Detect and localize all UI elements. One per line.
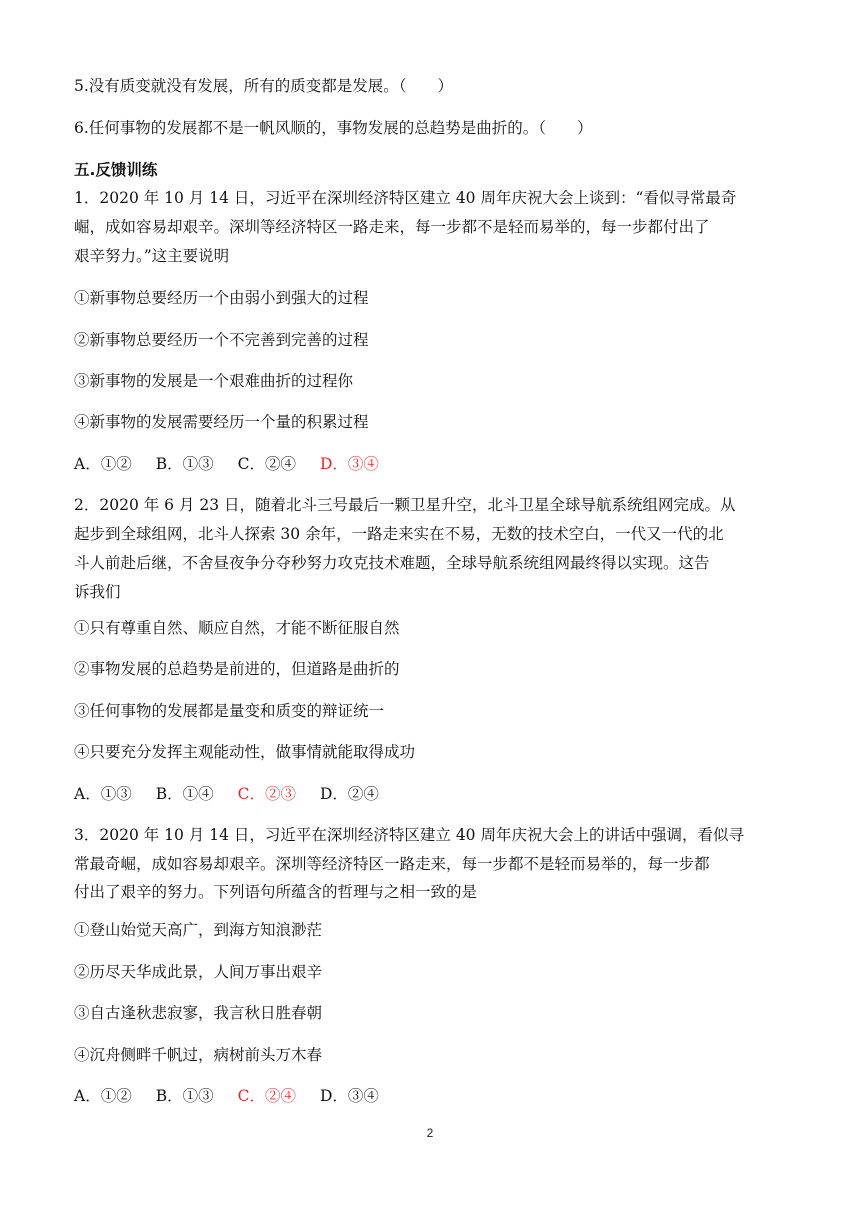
option-d-correct: D．③④ (319, 455, 379, 473)
option-b: B．①④ (155, 785, 214, 803)
question-stem-line: 起步到全球组网，北斗人探索 30 余年，一路走来实在不易，无数的技术空白，一代又一代的北 (74, 525, 724, 543)
question-item: ①登山始觉天高广，到海方知浪渺茫 (74, 921, 323, 939)
question-item: ③自古逢秋悲寂寥，我言秋日胜春朝 (74, 1004, 323, 1022)
question-item: ③任何事物的发展都是量变和质变的辩证统一 (74, 702, 385, 720)
option-b: B．①③ (155, 455, 214, 473)
question-item: ④沉舟侧畔千帆过，病树前头万木春 (74, 1046, 323, 1064)
judgment-statement-5: 5.没有质变就没有发展，所有的质变都是发展。（ ） (74, 77, 454, 95)
question-stem-line: 斗人前赴后继，不舍昼夜争分夺秒努力攻克技术难题，全球导航系统组网最终得以实现。这告 (74, 554, 710, 572)
question-item: ④新事物的发展需要经历一个量的积累过程 (74, 413, 369, 431)
question-item: ②新事物总要经历一个不完善到完善的过程 (74, 331, 369, 349)
answer-options (74, 784, 403, 804)
question-stem-line: 1．2020 年 10 月 14 日，习近平在深圳经济特区建立 40 周年庆祝大会上谈到：“看似寻常最奇 (74, 189, 737, 207)
judgment-statement-6: 6.任何事物的发展都不是一帆风顺的，事物发展的总趋势是曲折的。（ ） (74, 119, 593, 137)
option-d: D．③④ (319, 1087, 379, 1105)
option-a: A．①② (74, 455, 132, 473)
section-title: 五.反馈训练 (74, 161, 158, 179)
option-a: A．①③ (74, 785, 132, 803)
option-d: D．②④ (319, 785, 379, 803)
question-stem-line: 常最奇崛，成如容易却艰辛。深圳等经济特区一路走来，每一步都不是轻而易举的，每一步都 (74, 855, 710, 873)
option-a: A．①② (74, 1087, 132, 1105)
question-stem-line: 2．2020 年 6 月 23 日，随着北斗三号最后一颗卫星升空，北斗卫星全球导航系统组网完成。从 (74, 496, 736, 514)
question-item: ②历尽天华成此景，人间万事出艰辛 (74, 963, 323, 981)
option-c-correct: C．②④ (237, 1087, 296, 1105)
question-item: ②事物发展的总趋势是前进的，但道路是曲折的 (74, 660, 400, 678)
question-item: ①只有尊重自然、顺应自然，才能不断征服自然 (74, 619, 400, 637)
option-c: C．②④ (237, 455, 296, 473)
page-number: 2 (426, 1126, 434, 1140)
question-stem-line: 诉我们 (74, 583, 121, 601)
option-c-correct: C．②③ (237, 785, 296, 803)
question-stem-line: 崛，成如容易却艰辛。深圳等经济特区一路走来，每一步都不是轻而易举的，每一步都付出了 (74, 218, 710, 236)
answer-options (74, 1086, 403, 1106)
answer-options (74, 454, 403, 474)
question-item: ①新事物总要经历一个由弱小到强大的过程 (74, 289, 369, 307)
option-b: B．①③ (155, 1087, 214, 1105)
question-stem-line: 付出了艰辛的努力。下列语句所蕴含的哲理与之相一致的是 (74, 883, 478, 901)
question-item: ④只要充分发挥主观能动性，做事情就能取得成功 (74, 743, 416, 761)
question-stem-line: 3．2020 年 10 月 14 日，习近平在深圳经济特区建立 40 周年庆祝大会上的讲话中强调，看似寻 (74, 826, 744, 844)
question-stem-line: 艰辛努力。”这主要说明 (74, 247, 230, 265)
question-item: ③新事物的发展是一个艰难曲折的过程你 (74, 372, 354, 390)
